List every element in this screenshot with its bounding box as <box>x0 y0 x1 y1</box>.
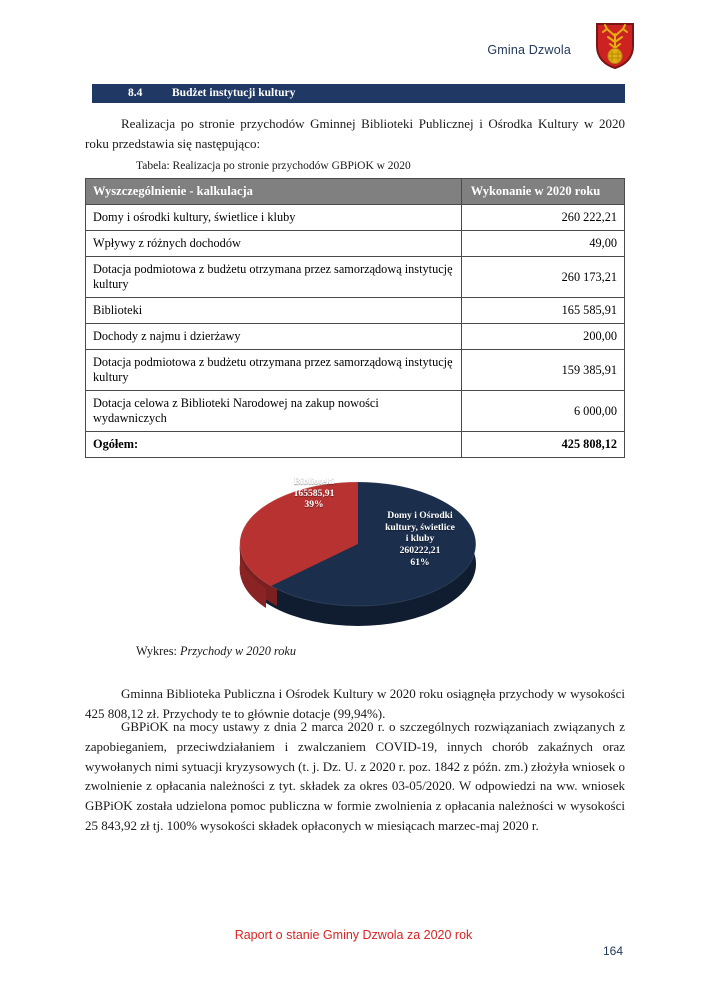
footer-title: Raport o stanie Gminy Dzwola za 2020 rok <box>234 928 473 942</box>
row-label: Dochody z najmu i dzierżawy <box>86 324 462 350</box>
pie-slice-label-domy-osrodki <box>366 510 474 569</box>
section-number: 8.4 <box>128 87 143 99</box>
table-row <box>86 205 625 231</box>
body-paragraph-1: Gminna Biblioteka Publiczna i Ośrodek Kultury w 2020 roku osiągnęła przychody w wysokości 425 808,12 zł. Przychody te to głównie dotacje (99,94%). <box>85 686 625 721</box>
section-heading-bar <box>92 84 625 103</box>
pie-label-line: Domy i Ośrodki <box>387 510 453 521</box>
pie-label-line: 61% <box>410 556 430 568</box>
row-label: Biblioteki <box>86 298 462 324</box>
row-label: Wpływy z różnych dochodów <box>86 231 462 257</box>
chart-caption-title: Przychody w 2020 roku <box>180 644 297 658</box>
table-header-row <box>86 179 625 205</box>
chart-caption-prefix: Wykres: <box>136 644 177 658</box>
table-row <box>86 231 625 257</box>
table-row <box>86 350 625 391</box>
row-label: Dotacja podmiotowa z budżetu otrzymana przez samorządową instytucję kultury <box>86 257 462 298</box>
row-value: 200,00 <box>461 324 624 350</box>
table-row <box>86 257 625 298</box>
row-label: Dotacja celowa z Biblioteki Narodowej na zakup nowości wydawniczych <box>86 391 462 432</box>
total-label: Ogółem: <box>86 432 462 458</box>
header-title: Gmina Dzwola <box>487 43 571 57</box>
chart-caption <box>136 644 296 659</box>
row-label: Dotacja podmiotowa z budżetu otrzymana przez samorządową instytucję kultury <box>86 350 462 391</box>
row-label: Domy i ośrodki kultury, świetlice i kluby <box>86 205 462 231</box>
table-row <box>86 298 625 324</box>
row-value: 260 222,21 <box>461 205 624 231</box>
row-value: 260 173,21 <box>461 257 624 298</box>
column-header-specification: Wyszczególnienie - kalkulacja <box>86 179 462 205</box>
intro-paragraph: Realizacja po stronie przychodów Gminnej Biblioteki Publicznej i Ośrodka Kultury w 2020 roku przedstawia się następująco: <box>85 116 625 151</box>
pie-label-line: Biblioteki <box>294 476 334 487</box>
section-title: Budżet instytucji kultury <box>172 87 296 99</box>
coat-of-arms-icon <box>595 22 635 70</box>
pie-label-line: 165585,91 <box>293 487 335 499</box>
row-value: 6 000,00 <box>461 391 624 432</box>
pie-label-line: 260222,21 <box>399 545 441 557</box>
row-value: 159 385,91 <box>461 350 624 391</box>
pie-label-line: i kluby <box>405 533 435 545</box>
pie-label-line: kultury, świetlice <box>385 521 455 533</box>
row-value: 165 585,91 <box>461 298 624 324</box>
body-paragraph-2: GBPiOK na mocy ustawy z dnia 2 marca 2020 r. o szczególnych rozwiązaniach związanych z zapobieganiem, przeciwdziałaniem i zwalczaniem COVID-19, innych chorób zakaźnych oraz wywołanych nimi sytuacji kryzysowych (t. j. Dz. U. z 2020 r. poz. 1842 z późn. zm.) złożyła wniosek o zwolnienie z opłacania należności z tyt. składek za okres 03-05/2020. W odpowiedzi na ww. wniosek GBPiOK została udzielona pomoc publiczna w formie zwolnienia z opłacania należności w wysokości 25 843,92 zł tj. 100% wysokości składek opłaconych w miesiącach marzec-maj 2020 r. <box>85 719 625 833</box>
pie-slice-label-biblioteki <box>265 476 363 511</box>
pie-label-line: 39% <box>304 499 324 511</box>
total-value: 425 808,12 <box>461 432 624 458</box>
footer-page-number: 164 <box>602 944 623 958</box>
table-row <box>86 324 625 350</box>
table-row <box>86 391 625 432</box>
page-header <box>0 22 707 80</box>
budget-table <box>85 178 625 458</box>
table-caption: Tabela: Realizacja po stronie przychodów GBPiOK w 2020 <box>136 160 411 172</box>
column-header-execution: Wykonanie w 2020 roku <box>461 179 624 205</box>
row-value: 49,00 <box>461 231 624 257</box>
revenue-pie-chart <box>218 452 498 637</box>
